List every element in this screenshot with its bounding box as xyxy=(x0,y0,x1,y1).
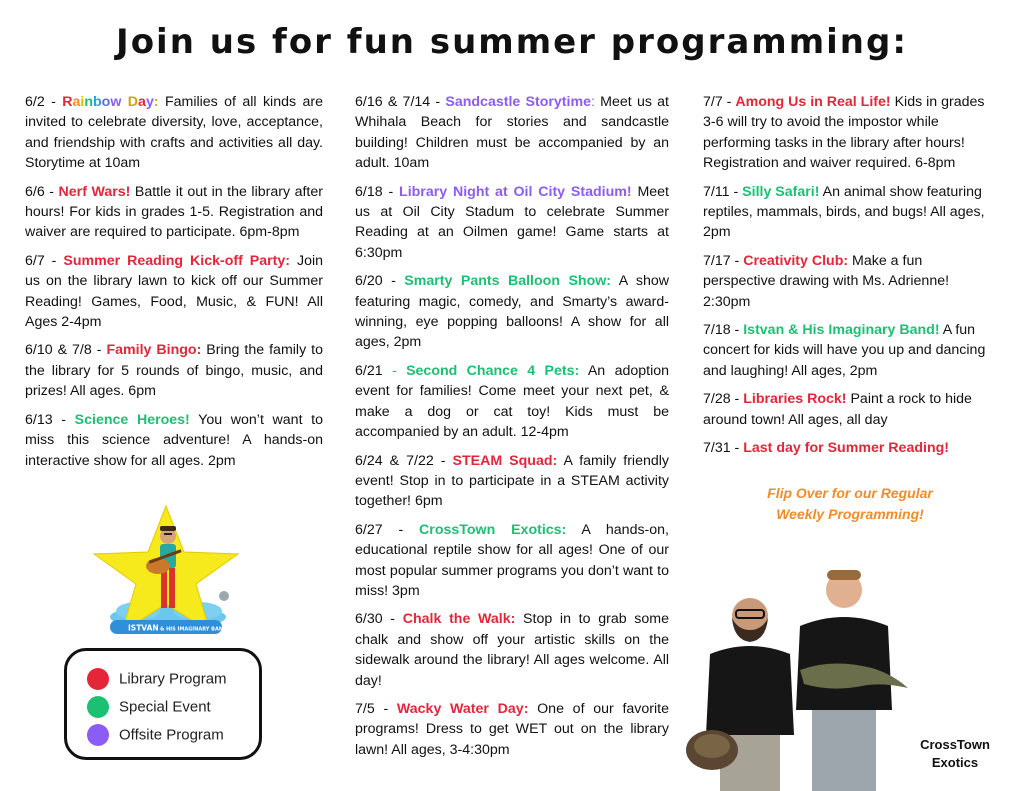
event-library-night: 6/18 - Library Night at Oil City Stadium! Meet us at Oil City Stadum to celebrate Summer Reading at an Oilmen game! Game starts at 6:30pm xyxy=(355,183,669,261)
event-title: Istvan & His Imaginary Band! xyxy=(743,322,940,339)
events-column-3 xyxy=(703,92,997,467)
event-title: Summer Reading Kick-off Party: xyxy=(63,252,291,269)
events-column-2 xyxy=(355,92,669,768)
event-title: STEAM Squad: xyxy=(452,452,558,469)
crosstown-exotics-photo xyxy=(682,560,922,791)
legend-item-library-program: Library Program xyxy=(87,668,227,690)
legend-item-offsite-program: Offsite Program xyxy=(87,724,224,746)
event-sandcastle-storytime: 6/16 & 7/14 - Sandcastle Storytime: Meet us at Whihala Beach for stories and sandcastle building! Children must be accompanied by an adult. 10am xyxy=(355,94,669,172)
event-kickoff-party: 6/7 - Summer Reading Kick-off Party: Join us on the library lawn to kick off our Summer Reading! Games, Food, Music, & FUN! All Ages 2-4pm xyxy=(25,252,323,331)
event-title: Creativity Club: xyxy=(743,252,849,269)
svg-text:ISTVAN: ISTVAN xyxy=(128,623,159,633)
svg-text:& HIS IMAGINARY BAND: & HIS IMAGINARY BAND xyxy=(160,626,228,633)
istvan-band-logo xyxy=(88,500,244,642)
event-second-chance-pets: 6/21 - Second Chance 4 Pets: An adoption event for families! Come meet your next pet, & make a dog or cat toy! Kids must be accompanied by an adult. 12-4pm xyxy=(355,362,670,441)
event-title: Smarty Pants Balloon Show: xyxy=(404,273,612,290)
event-title: CrossTown Exotics: xyxy=(419,521,567,538)
event-libraries-rock: 7/28 - Libraries Rock! Paint a rock to hide around town! All ages, all day xyxy=(703,391,972,428)
green-dot-icon xyxy=(87,696,109,718)
event-istvan-band: 7/18 - Istvan & His Imaginary Band! A fun concert for kids will have you up and dancing and laughing! All ages, 2pm xyxy=(703,322,986,379)
event-crosstown-exotics: 6/27 - CrossTown Exotics: A hands-on, educational reptile show for all ages! One of our most popular summer programs you don’t want to miss! 3pm xyxy=(355,521,669,599)
event-silly-safari: 7/11 - Silly Safari! An animal show featuring reptiles, mammals, birds, and bugs! All ages, 2pm xyxy=(703,183,985,241)
event-wacky-water-day: 7/5 - Wacky Water Day: One of our favorite programs! Dress to get WET out on the library lawn! All ages, 3-4:30pm xyxy=(355,700,669,758)
photo-caption: CrossTown Exotics xyxy=(920,737,990,770)
event-among-us: 7/7 - Among Us in Real Life! Kids in grades 3-6 will try to avoid the impostor while performing tasks in the library after hours! Registration and waiver required. 6-8pm xyxy=(703,94,985,172)
event-title: Family Bingo: xyxy=(106,342,202,359)
event-creativity-club: 7/17 - Creativity Club: Make a fun perspective drawing with Ms. Adrienne! 2:30pm xyxy=(703,252,950,310)
event-title: Libraries Rock! xyxy=(743,391,847,408)
alligator-icon xyxy=(800,663,908,688)
event-title-rainbow: Rainbow Day: xyxy=(62,94,159,110)
event-title: Nerf Wars! xyxy=(58,183,131,200)
event-last-day: 7/31 - Last day for Summer Reading! xyxy=(703,440,949,457)
event-science-heroes: 6/13 - Science Heroes! You won’t want to miss this science adventure! A hands-on interactive show for all ages. 2pm xyxy=(25,411,324,469)
event-title: Silly Safari! xyxy=(742,183,820,200)
color-legend xyxy=(64,648,262,760)
event-title: Wacky Water Day: xyxy=(396,700,529,717)
flip-over-note: Flip Over for our Regular Weekly Programming! xyxy=(767,485,933,522)
event-date: 6/2 - xyxy=(25,94,63,110)
disco-ball-icon xyxy=(219,591,229,601)
event-title: Among Us in Real Life! xyxy=(735,94,891,110)
event-chalk-the-walk: 6/30 - Chalk the Walk: Stop in to grab some chalk and show off your artistic skills on the sidewalk around the library! All ages welcome. All day! xyxy=(355,611,669,689)
legend-item-special-event: Special Event xyxy=(87,696,211,718)
event-family-bingo: 6/10 & 7/8 - Family Bingo: Bring the family to the library for 5 rounds of bingo, music, and prizes! All ages. 6pm xyxy=(25,342,323,400)
event-title: Chalk the Walk: xyxy=(402,611,516,628)
red-dot-icon xyxy=(87,668,109,690)
event-title: Library Night at Oil City Stadium! xyxy=(399,183,632,200)
page-title: Join us for fun summer programming: xyxy=(116,22,908,62)
events-column-1 xyxy=(25,92,323,479)
event-nerf-wars: 6/6 - Nerf Wars! Battle it out in the library after hours! For kids in grades 1-5. Registration and waiver are required to participate. 6pm-8pm xyxy=(25,183,323,241)
event-title: Sandcastle Storytime xyxy=(445,94,591,110)
purple-dot-icon xyxy=(87,724,109,746)
event-title: Science Heroes! xyxy=(74,411,190,428)
event-balloon-show: 6/20 - Smarty Pants Balloon Show: A show featuring magic, comedy, and Smarty’s award-winning, eye popping balloons! A show for all ages, 2pm xyxy=(355,273,669,351)
event-title: Second Chance 4 Pets: xyxy=(406,362,580,379)
event-steam-squad: 6/24 & 7/22 - STEAM Squad: A family friendly event! Stop in to participate in a STEAM activity together! 6pm xyxy=(355,452,669,510)
event-desc: Families of all kinds are invited to celebrate diversity, love, acceptance, and friendship with crafts and activities all day. Storytime at 10am xyxy=(25,94,323,172)
event-title: Last day for Summer Reading! xyxy=(743,440,949,457)
event-rainbow-day xyxy=(25,92,323,174)
